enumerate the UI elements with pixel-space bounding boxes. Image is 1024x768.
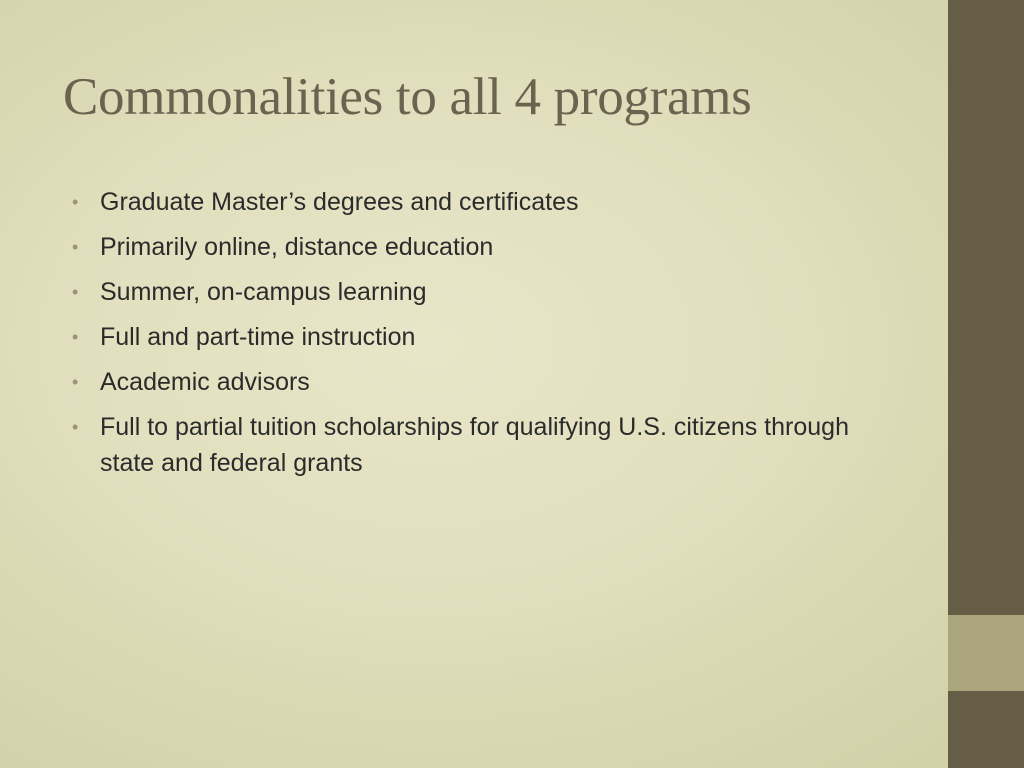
- bullet-text: Academic advisors: [100, 368, 310, 396]
- bullet-list: [72, 184, 872, 490]
- bullet-icon: •: [72, 372, 79, 392]
- bullet-icon: •: [72, 282, 79, 302]
- sidebar-accent-block: [948, 615, 1024, 691]
- bullet-icon: •: [72, 417, 79, 437]
- bullet-item: [72, 409, 872, 481]
- bullet-text: Primarily online, distance education: [100, 233, 494, 261]
- bullet-item: [72, 184, 872, 220]
- bullet-item: [72, 364, 872, 400]
- bullet-item: [72, 319, 872, 355]
- bullet-icon: •: [72, 327, 79, 347]
- bullet-text: Full and part-time instruction: [100, 323, 416, 351]
- bullet-item: [72, 274, 872, 310]
- bullet-text: Graduate Master’s degrees and certificates: [100, 188, 579, 216]
- bullet-item: [72, 229, 872, 265]
- bullet-icon: •: [72, 237, 79, 257]
- slide-title: Commonalities to all 4 programs: [63, 68, 752, 126]
- bullet-text: Full to partial tuition scholarships for qualifying U.S. citizens through state and federal grants: [100, 413, 849, 477]
- bullet-icon: •: [72, 192, 79, 212]
- bullet-text: Summer, on-campus learning: [100, 278, 427, 306]
